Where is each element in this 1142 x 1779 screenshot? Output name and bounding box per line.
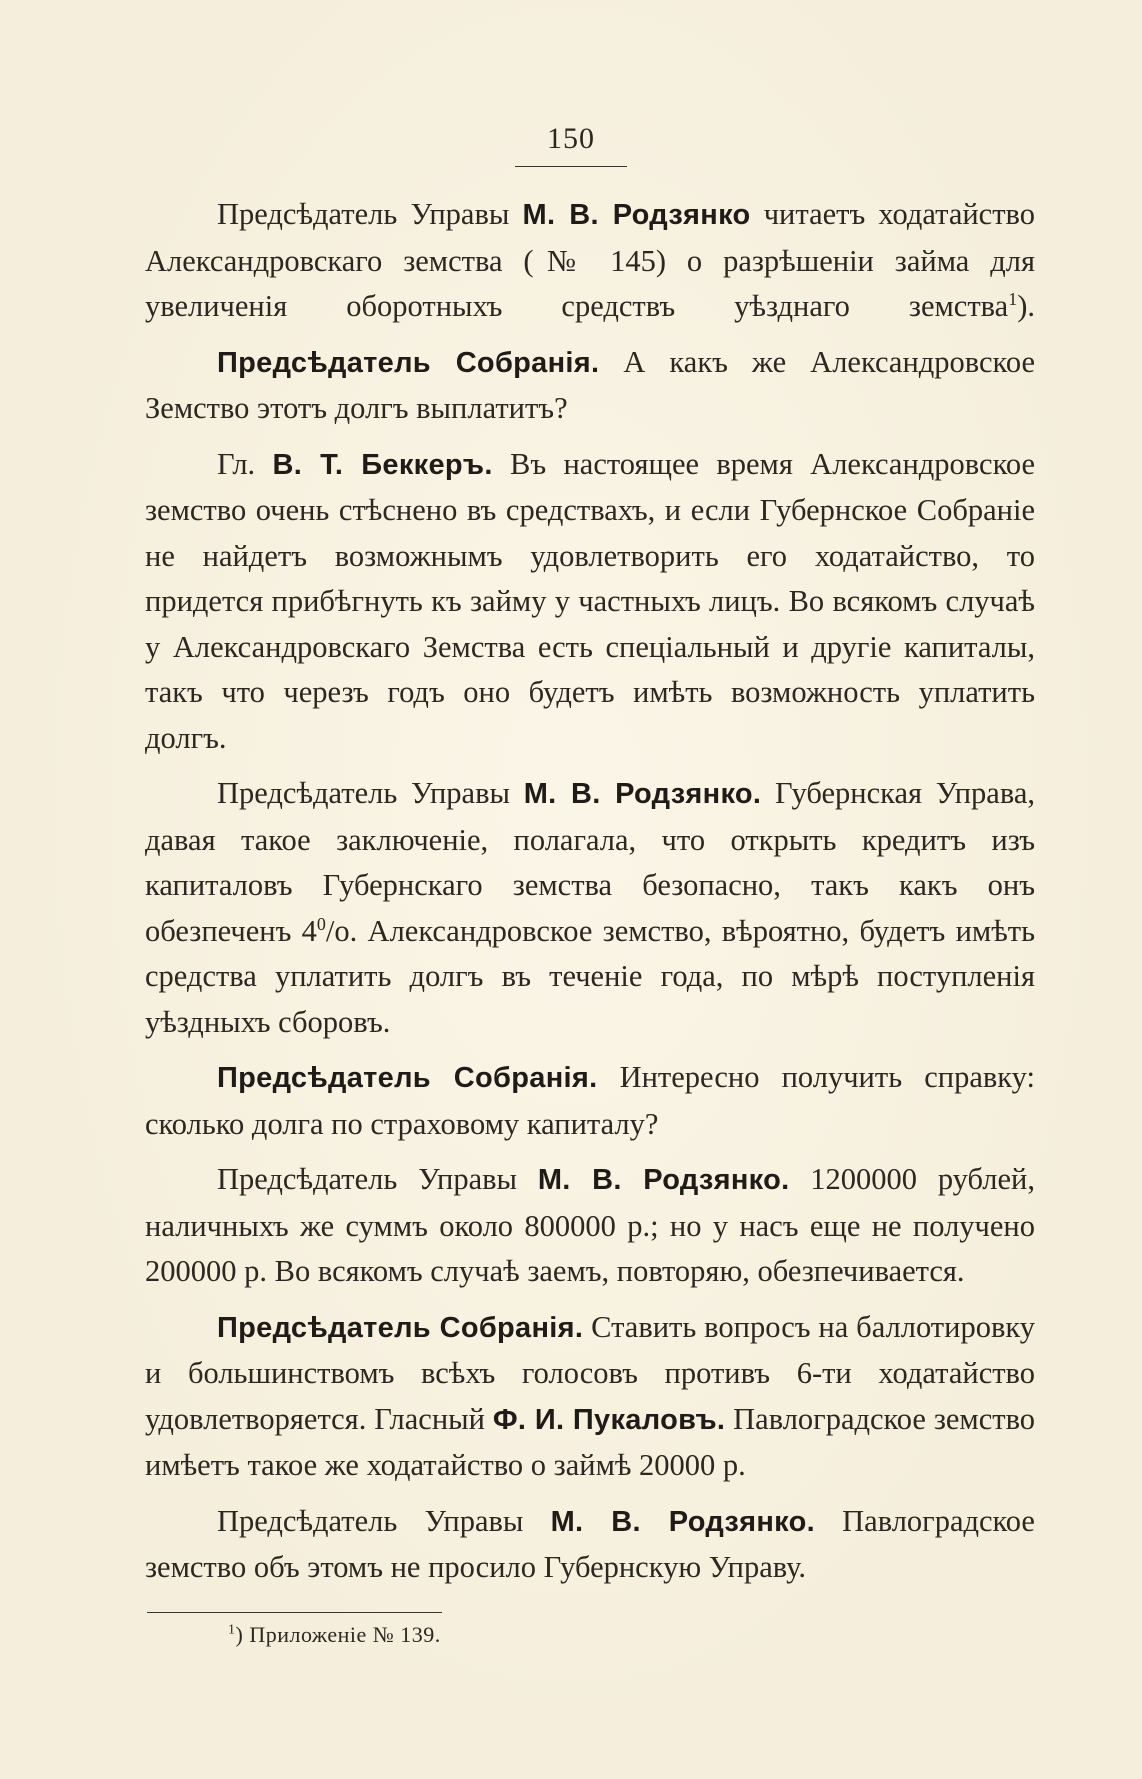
paragraph-suffix: ). (1017, 289, 1035, 323)
paragraph-3 (145, 442, 1035, 762)
document-body (145, 192, 1035, 1591)
speaker-name: Предсѣдатель Собранія. (217, 1311, 584, 1344)
speaker-name: М. В. Родзянко. (537, 1164, 790, 1196)
footnote-marker: 1 (228, 1622, 236, 1638)
header-rule (515, 166, 627, 167)
paragraph-text: Въ настоящее время Александровское земство очень стѣснено въ средствахъ, и если Губернское Собраніе не найдетъ возможнымъ удовлетворить его ходатайство, то придется прибѣгнуть къ займу у частныхъ лицъ. Во всякомъ случаѣ у Александровскаго Земства есть спеціальный и другіе капиталы, такъ что черезъ годъ оно будетъ имѣть возможность уплатить долгъ. (145, 446, 1035, 755)
paragraph-text: Интересно получить справку: сколько долга по страховому капиталу? (145, 1060, 1035, 1141)
paragraph-5 (145, 1055, 1035, 1147)
paragraph-suffix: /о. Александровское земство, вѣроятно, будетъ имѣть средства уплатить долгъ въ теченіе года, по мѣрѣ поступленія уѣздныхъ сборовъ. (145, 913, 1035, 1039)
footnote-rule (147, 1612, 442, 1613)
speaker-name: В. Т. Беккеръ. (272, 448, 493, 481)
speaker-name: М. В. Родзянко. (550, 1505, 815, 1538)
speaker-name: Предсѣдатель Собранія. (217, 1062, 598, 1094)
paragraph-text: А какъ же Александровское Земство этотъ долгъ выплатитъ? (145, 344, 1035, 425)
paragraph-text: читаетъ ходатайство Александровскаго земства (№ 145) о разрѣшеніи займа для увеличенія оборотныхъ средствъ уѣзднаго земства (145, 197, 1035, 323)
footnote-reference[interactable]: 1 (1008, 288, 1018, 309)
speaker-name: М. В. Родзянко. (523, 778, 762, 810)
speaker-name-2: Ф. И. Пукаловъ. (492, 1403, 726, 1436)
paragraph-prefix: Предсѣдатель Управы (217, 1503, 551, 1538)
paragraph-text: 1200000 рублей, наличныхъ же суммъ около 800000 р.; но у насъ еще не получено 200000 р. Во всякомъ случаѣ заемъ, повторяю, обезпечивается. (145, 1162, 1035, 1288)
speaker-name: М. В. Родзянко (522, 199, 751, 231)
paragraph-text: Ставить вопросъ на баллотировку и большинствомъ всѣхъ голосовъ противъ 6-ти ходатайство удовлетворяется. Гласный (145, 1309, 1035, 1436)
paragraph-8 (145, 1499, 1035, 1591)
paragraph-6 (145, 1157, 1035, 1295)
paragraph-4 (145, 771, 1035, 1045)
paragraph-prefix: Предсѣдатель Управы (217, 197, 523, 231)
page-number: 150 (547, 122, 595, 155)
paragraph-prefix: Гл. (217, 446, 273, 481)
paragraph-2 (145, 340, 1035, 432)
paragraph-1 (145, 192, 1035, 330)
footnote-text: ) Приложеніе № 139. (235, 1622, 441, 1647)
paragraph-7 (145, 1305, 1035, 1489)
paragraph-text: Губернская Управа, давая такое заключеніе, полагала, что открыть кредитъ изъ капиталовъ Губернскаго земства безопасно, такъ какъ онъ обезпеченъ 4 (145, 776, 1035, 948)
paragraph-text: Павлоградское земство объ этомъ не просило Губернскую Управу. (145, 1503, 1035, 1584)
footnote (228, 1620, 441, 1650)
paragraph-prefix: Предсѣдатель Управы (217, 1162, 538, 1196)
speaker-name: Предсѣдатель Собранія. (217, 346, 600, 379)
percent-superscript: 0 (316, 913, 326, 934)
paragraph-text-2: Павлоградское земство имѣетъ такое же ходатайство о займѣ 20000 р. (145, 1401, 1036, 1482)
paragraph-prefix: Предсѣдатель Управы (217, 776, 524, 810)
